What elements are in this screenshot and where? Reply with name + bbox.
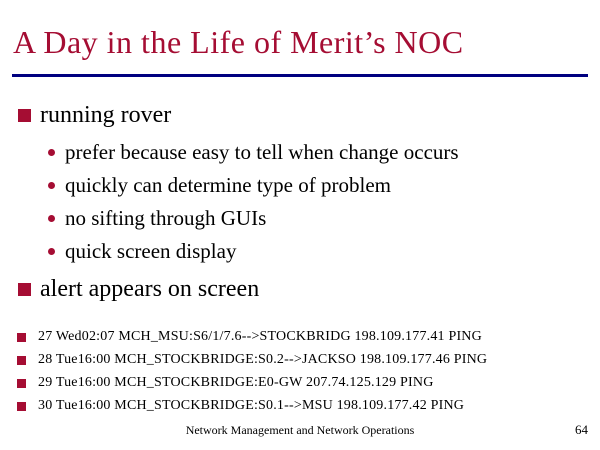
log-line [17, 330, 482, 344]
bullet-square-icon [18, 283, 31, 296]
slide-title: A Day in the Life of Merit’s NOC [13, 24, 464, 60]
log-bullet-icon [17, 333, 26, 342]
log-bullet-icon [17, 402, 26, 411]
bullet-dot-icon [48, 215, 55, 222]
bullet-square-icon [18, 109, 31, 122]
log-line-text: 27 Wed02:07 MCH_MSU:S6/1/7.6-->STOCKBRIDG 198.109.177.41 PING [38, 329, 482, 344]
sub-bullet-label: quick screen display [65, 239, 237, 263]
bullet-dot-icon [48, 149, 55, 156]
log-line-text: 28 Tue16:00 MCH_STOCKBRIDGE:S0.2-->JACKSO 198.109.177.46 PING [38, 352, 488, 367]
bullet-label: running rover [40, 102, 172, 128]
log-line-text: 30 Tue16:00 MCH_STOCKBRIDGE:S0.1-->MSU 198.109.177.42 PING [38, 398, 465, 413]
title-divider-rule [12, 74, 588, 77]
page-number: 64 [575, 422, 588, 437]
log-line-text: 29 Tue16:00 MCH_STOCKBRIDGE:E0-GW 207.74.125.129 PING [38, 375, 434, 390]
bullet-label: alert appears on screen [40, 276, 260, 302]
log-bullet-icon [17, 379, 26, 388]
sub-bullet-label: no sifting through GUIs [65, 206, 267, 230]
bullet-item-alert-appears [18, 277, 259, 301]
sub-bullet-item [48, 240, 236, 262]
log-line [17, 376, 434, 390]
sub-bullet-item [48, 207, 266, 229]
log-line [17, 399, 464, 413]
sub-bullet-label: prefer because easy to tell when change occurs [65, 140, 459, 164]
bullet-dot-icon [48, 248, 55, 255]
bullet-item-running-rover [18, 103, 171, 127]
log-bullet-icon [17, 356, 26, 365]
sub-bullet-label: quickly can determine type of problem [65, 173, 391, 197]
sub-bullet-item [48, 141, 459, 163]
footer-title: Network Management and Network Operations [185, 423, 415, 437]
bullet-dot-icon [48, 182, 55, 189]
log-line [17, 353, 487, 367]
sub-bullet-item [48, 174, 391, 196]
